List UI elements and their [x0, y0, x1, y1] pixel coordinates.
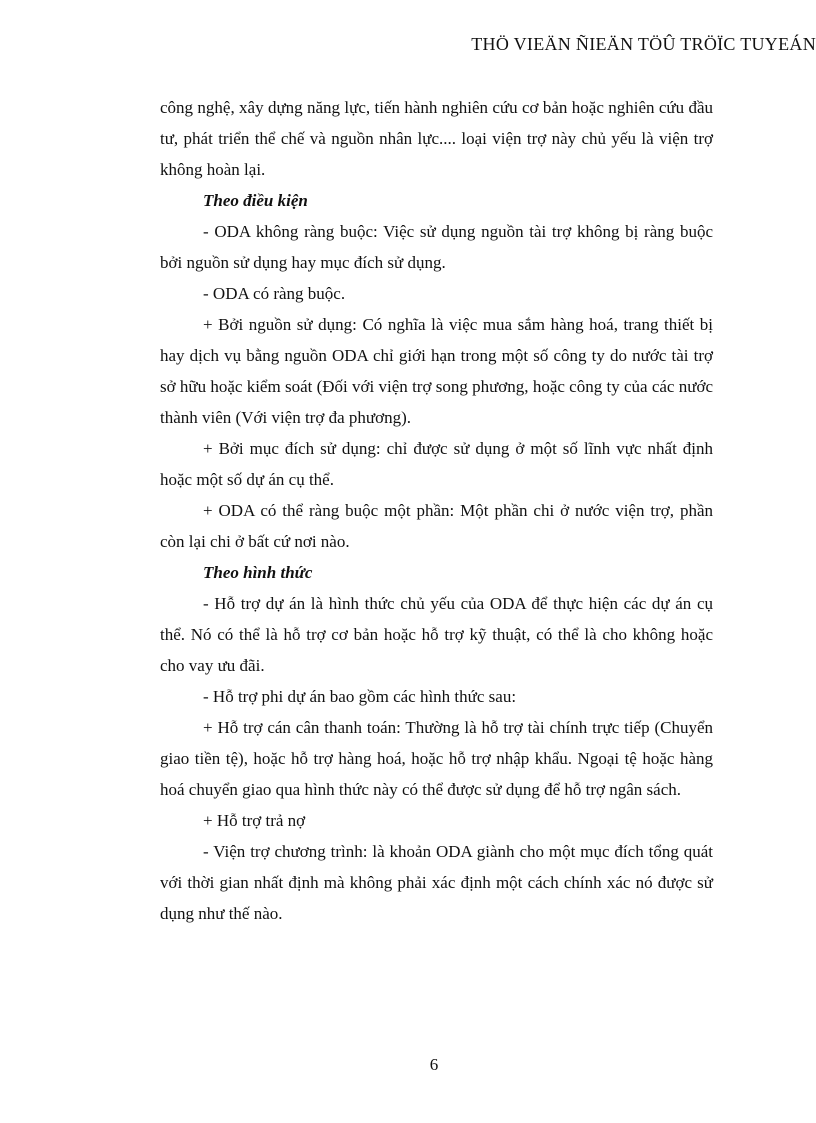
paragraph-oda-co-rang-buoc: - ODA có ràng buộc.	[203, 284, 346, 303]
paragraph-1: công nghệ, xây dựng năng lực, tiến hành nghiên cứu cơ bản hoặc nghiên cứu đầu tư, phát triển thể chế và nguồn nhân lực.... loại viện trợ này chủ yếu là viện trợ không hoàn lại.	[160, 98, 713, 179]
page-number: 6	[429, 1055, 439, 1074]
paragraph-ho-tro-tra-no: + Hỗ trợ trả nợ	[203, 811, 306, 830]
paragraph-vien-tro-chuong-trinh: - Viện trợ chương trình: là khoản ODA giành cho một mục đích tổng quát với thời gian nhất định mà không phải xác định một cách chính xác nó được sử dụng như thế nào.	[160, 842, 713, 923]
paragraph-boi-nguon-su-dung: + Bởi nguồn sử dụng: Có nghĩa là việc mua sắm hàng hoá, trang thiết bị hay dịch vụ bằng nguồn ODA chỉ giới hạn trong một số công ty do nước tài trợ sở hữu hoặc kiểm soát (Đối với viện trợ song phương, hoặc công ty của các nước thành viên (Với viện trợ đa phương).	[160, 315, 713, 427]
paragraph-ho-tro-phi-du-an: - Hỗ trợ phi dự án bao gồm các hình thức sau:	[203, 687, 517, 706]
page-header: THÖ VIEÄN ÑIEÄN TÖÛ TRÖÏC TUYEÁN	[471, 34, 816, 54]
subheading-theo-dieu-kien: Theo điều kiện	[203, 191, 308, 210]
subheading-theo-hinh-thuc: Theo hình thức	[203, 563, 313, 582]
document-body	[160, 92, 713, 929]
paragraph-oda-khong-rang-buoc: - ODA không ràng buộc: Việc sử dụng nguồn tài trợ không bị ràng buộc bởi nguồn sử dụng hay mục đích sử dụng.	[160, 222, 713, 272]
paragraph-ho-tro-du-an: - Hỗ trợ dự án là hình thức chủ yếu của ODA để thực hiện các dự án cụ thể. Nó có thể là hỗ trợ cơ bản hoặc hỗ trợ kỹ thuật, có thể là cho không hoặc cho vay ưu đãi.	[160, 594, 713, 675]
paragraph-can-can-thanh-toan: + Hỗ trợ cán cân thanh toán: Thường là hỗ trợ tài chính trực tiếp (Chuyển giao tiền tệ), hoặc hỗ trợ hàng hoá, hoặc hỗ trợ nhập khẩu. Ngoại tệ hoặc hàng hoá chuyển giao qua hình thức này có thể được sử dụng để hỗ trợ ngân sách.	[160, 718, 713, 799]
paragraph-boi-muc-dich-su-dung: + Bởi mục đích sử dụng: chỉ được sử dụng ở một số lĩnh vực nhất định hoặc một số dự án cụ thể.	[160, 439, 713, 489]
paragraph-rang-buoc-mot-phan: + ODA có thể ràng buộc một phần: Một phần chi ở nước viện trợ, phần còn lại chi ở bất cứ nơi nào.	[160, 501, 713, 551]
